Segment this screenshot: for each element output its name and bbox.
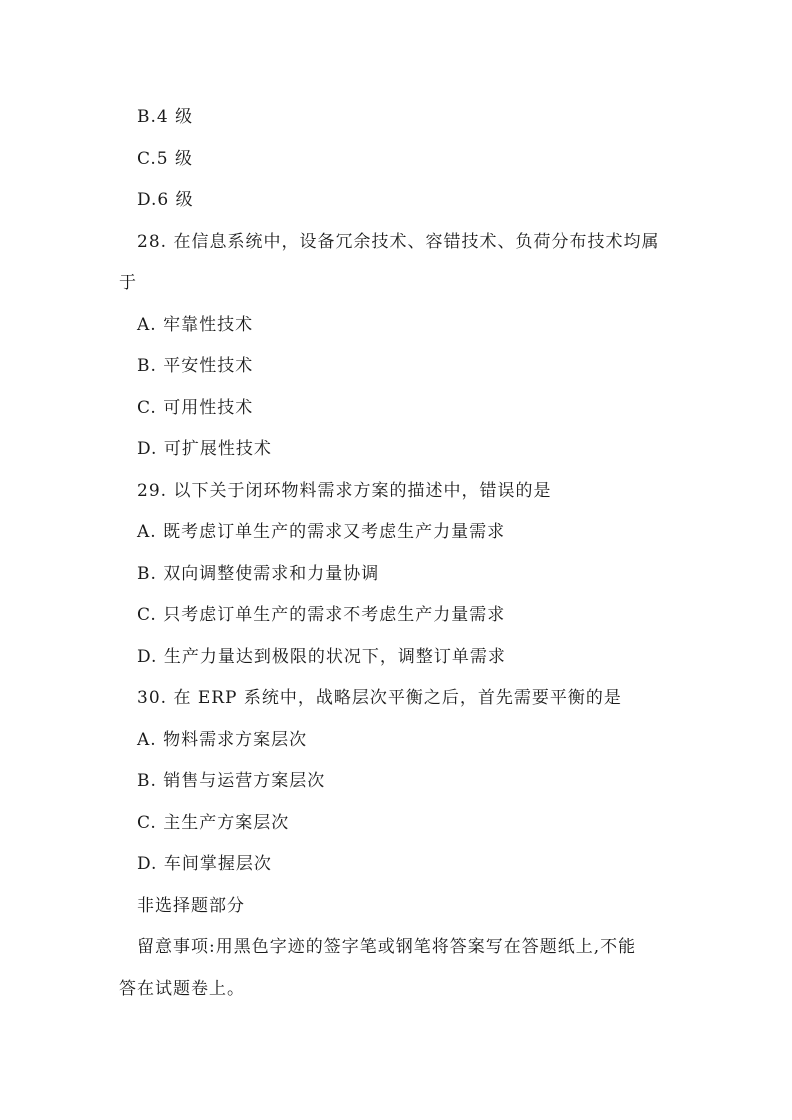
q29-stem: 29. 以下关于闭环物料需求方案的描述中，错误的是 xyxy=(137,481,552,501)
q29-option-b: B. 双向调整使需求和力量协调 xyxy=(137,564,380,584)
q29-option-a: A. 既考虑订单生产的需求又考虑生产力量需求 xyxy=(137,522,506,542)
section-title: 非选择题部分 xyxy=(137,896,245,916)
q29-option-d: D. 生产力量达到极限的状况下，调整订单需求 xyxy=(137,647,506,667)
q28-option-b: B. 平安性技术 xyxy=(137,356,254,376)
q27-option-b: B.4 级 xyxy=(137,107,194,127)
q28-option-a: A. 牢靠性技术 xyxy=(137,315,254,335)
section-note-continued: 答在试题卷上。 xyxy=(119,979,245,999)
q30-option-c: C. 主生产方案层次 xyxy=(137,813,290,833)
q28-stem: 28. 在信息系统中，设备冗余技术、容错技术、负荷分布技术均属 xyxy=(137,232,660,252)
q27-option-d: D.6 级 xyxy=(137,190,194,210)
q30-option-b: B. 销售与运营方案层次 xyxy=(137,771,326,791)
q28-option-d: D. 可扩展性技术 xyxy=(137,439,272,459)
q28-stem-continued: 于 xyxy=(119,273,137,293)
section-note: 留意事项:用黑色字迹的签字笔或钢笔将答案写在答题纸上,不能 xyxy=(137,937,637,957)
q27-option-c: C.5 级 xyxy=(137,149,194,169)
q29-option-c: C. 只考虑订单生产的需求不考虑生产力量需求 xyxy=(137,605,506,625)
q30-option-d: D. 车间掌握层次 xyxy=(137,854,272,874)
q28-option-c: C. 可用性技术 xyxy=(137,398,254,418)
q30-stem: 30. 在 ERP 系统中，战略层次平衡之后，首先需要平衡的是 xyxy=(137,688,622,708)
q30-option-a: A. 物料需求方案层次 xyxy=(137,730,308,750)
